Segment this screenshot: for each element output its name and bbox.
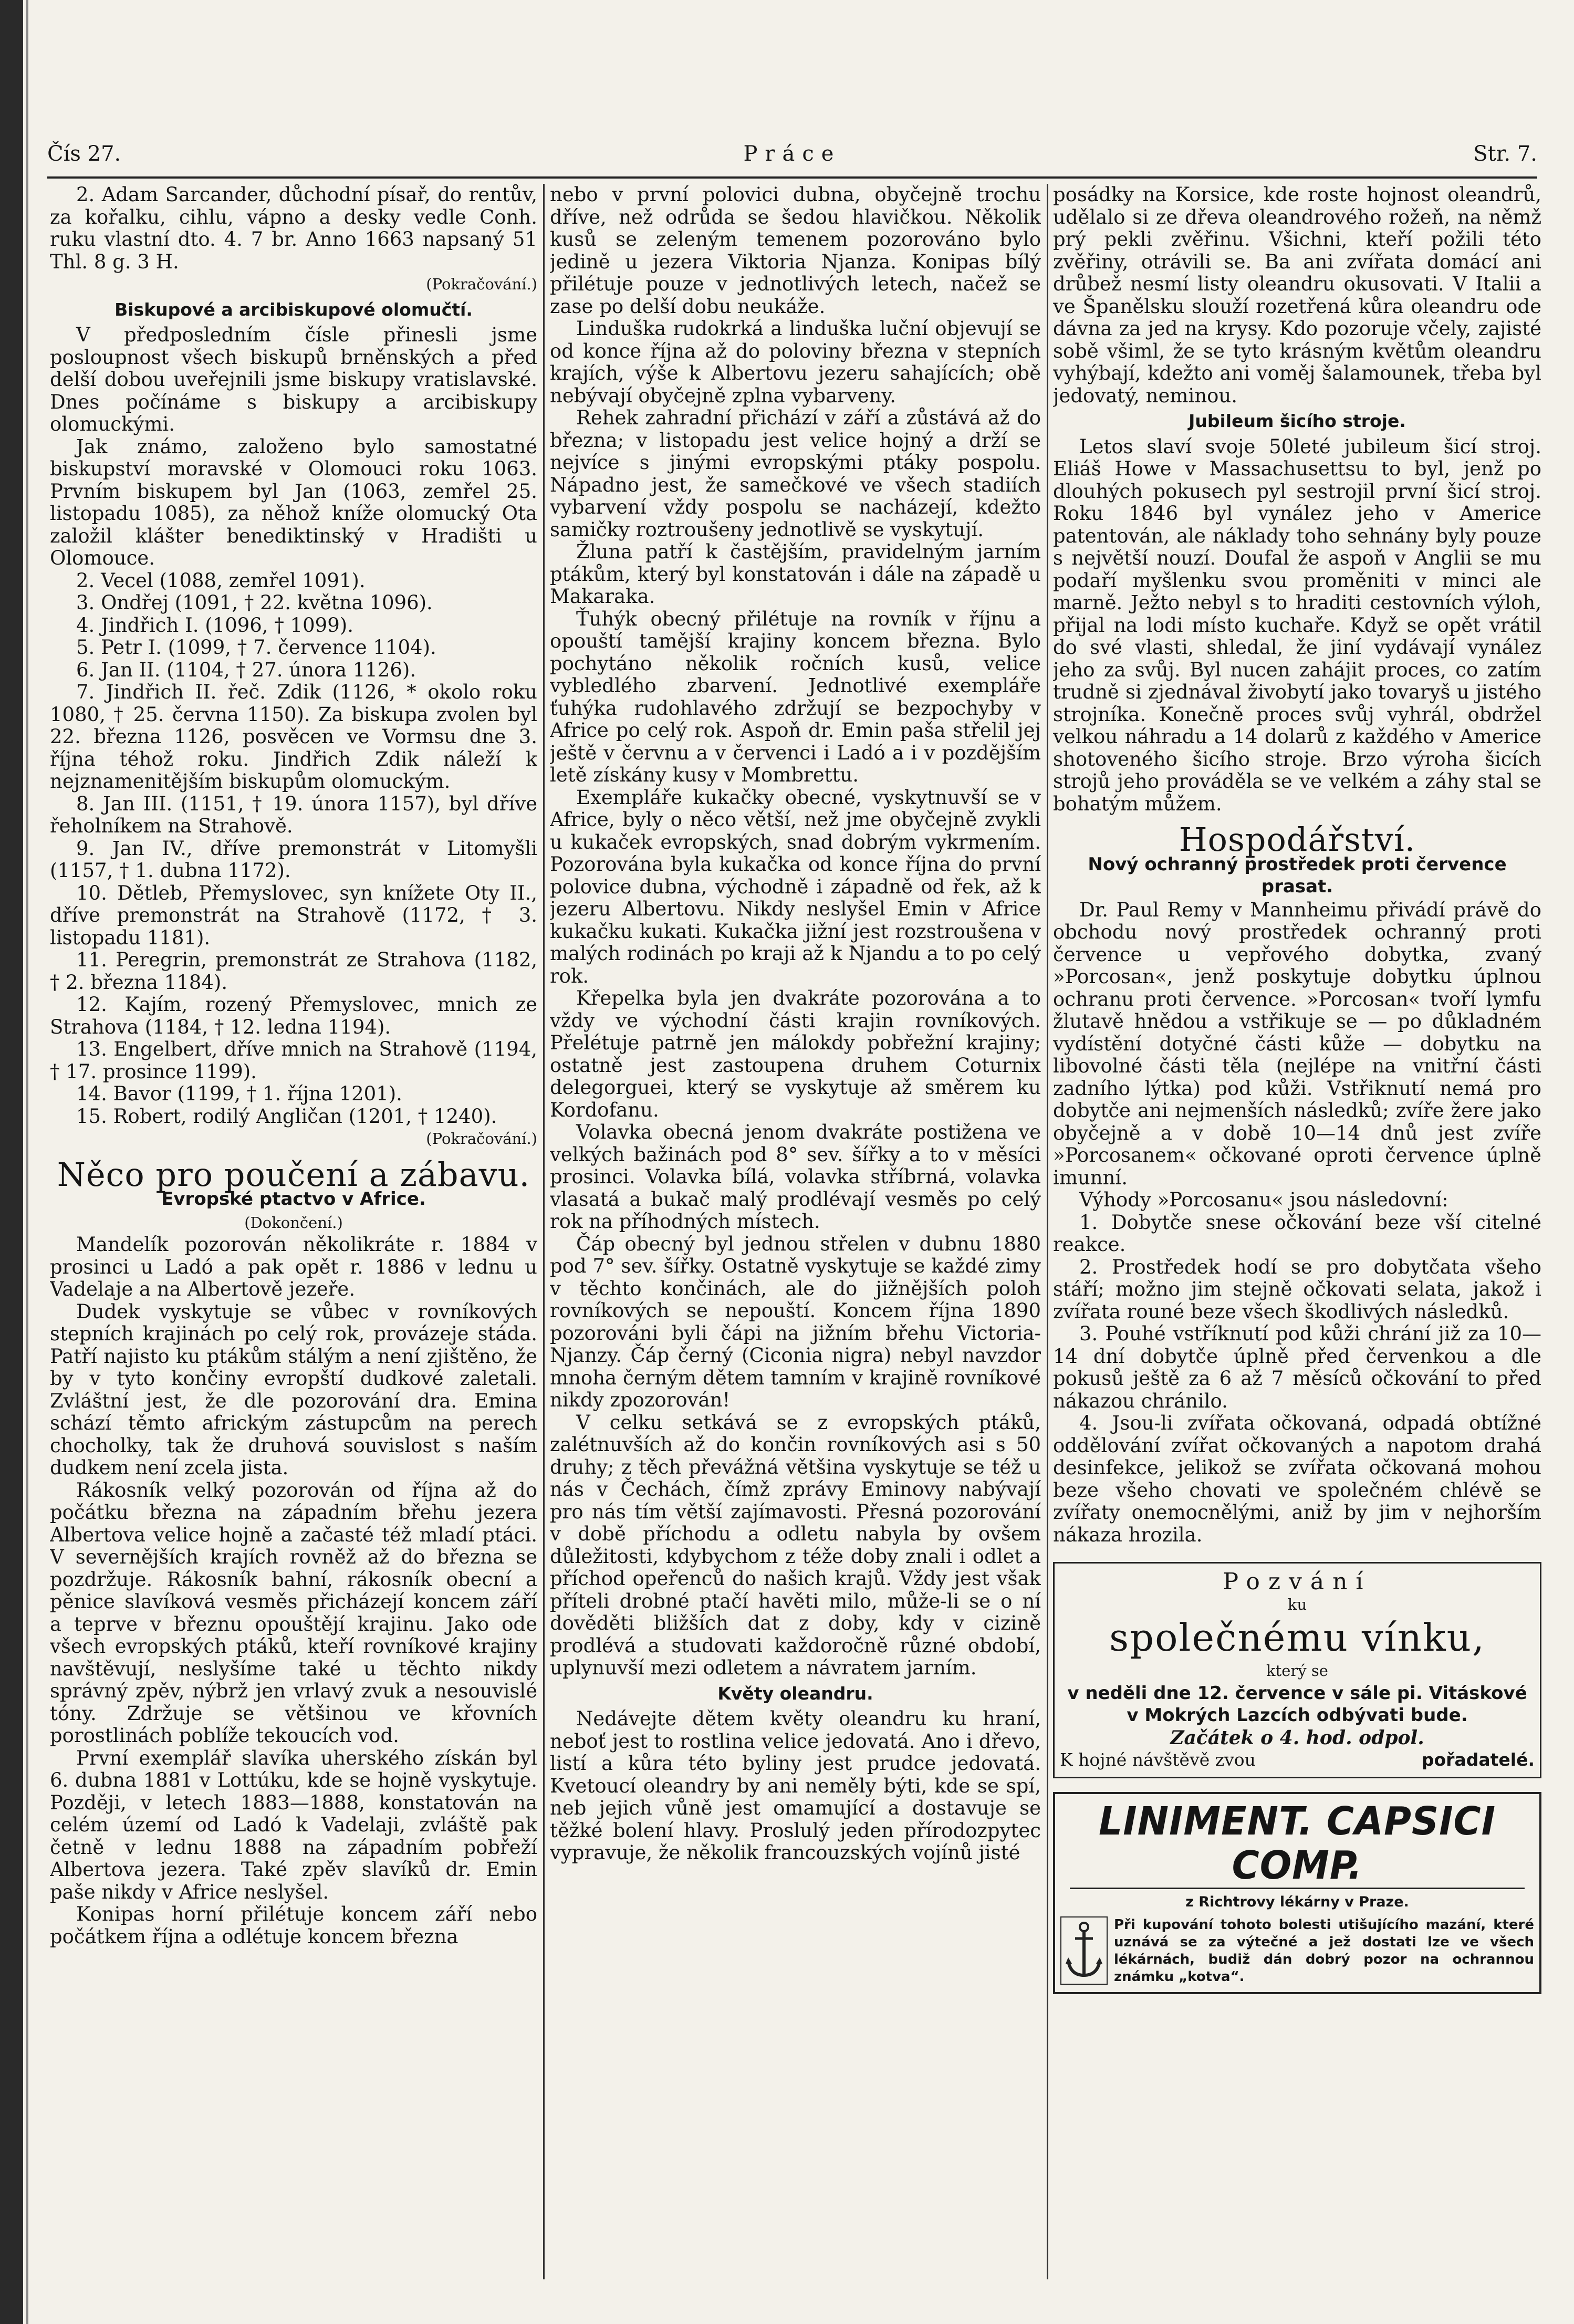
issue-number: Čís 27. xyxy=(47,142,121,166)
bishop-entry: 3. Ondřej (1091, † 22. května 1096). xyxy=(76,591,433,614)
bishop-entry: 13. Engelbert, dříve mnich na Strahově (1194, † 17. prosince 1199). xyxy=(50,1038,537,1083)
column-1 xyxy=(50,184,537,2258)
column-2 xyxy=(550,184,1041,2285)
page-number: Str. 7. xyxy=(1473,142,1537,166)
bishop-entry: 6. Jan II. (1104, † 27. února 1126). xyxy=(76,658,416,681)
birds-paragraph: Ťuhýk obecný přilétuje na rovník v říjnu a opouští tamější krajiny koncem března. Bylo pochytáno několik ročních kusů, velice vybledlého zbarvení. Jednotlivé exempláře ťuhýka rudohlavého zdržují se bezpochyby v Africe po celý rok. Aspoň dr. Emin paša střelil jej ještě v červnu a v červenci i Ladó a i v pozdějším letě získány kusy v Mombrettu. xyxy=(550,607,1041,786)
birds-paragraph: Dudek vyskytuje se vůbec v rovníkových stepních krajinách po celý rok, provázeje stáda. Patří najisto ku ptákům stálým a není zjištěno, že by v tyto končiny evropští dudkové zaletali. Zvláštní jest, že dle pozorování dra. Emina schází těmto africkým zástupcům na perech chocholky, tak že druhová souvislost s naším dudkem není zcela jista. xyxy=(50,1300,537,1479)
invitation-call: K hojné návštěvě zvou xyxy=(1060,1749,1256,1770)
birds-paragraph: Linduška rudokrká a linduška luční objevují se od konce října až do poloviny března v stepních krajích, výše k Albertovu jezeru sahajících; obě nebývají obyčejně zplna vybarveny. xyxy=(550,317,1041,407)
invitation-event: společnému vínku, xyxy=(1109,1616,1485,1660)
oleander-heading: Květy oleandru. xyxy=(717,1683,873,1704)
birds-paragraph: Rehek zahradní přichází v září a zůstává až do března; v listopadu jest velice hojný a drží se nejvíce s jinými evropskými ptáky pospolu. Nápadno jest, že samečkové ve všech stadiích vybarvení vždy pospolu se nacházejí, kdežto samičky roztroušeny jednotlivě se vyskytují. xyxy=(550,407,1041,541)
oleander-paragraph: Nedávejte dětem květy oleandru ku hraní, neboť jest to rostlina velice jedovatá. Ano i dřevo, listí a kůra této byliny jest prudce jedovatá. Kvetoucí oleandry by ani neměly býti, kde se spí, neb jejich vůně jest omamující a dostavuje se těžké bolení hlavy. Proslulý jeden přírodozpytec vypravuje, že několik francouzských vojínů jisté xyxy=(550,1707,1041,1864)
jubilee-heading: Jubileum šicího stroje. xyxy=(1189,411,1406,431)
bishop-entry: 11. Peregrin, premonstrát ze Strahova (1182, † 2. března 1184). xyxy=(50,949,537,994)
sarcander-text: 2. Adam Sarcander, důchodní písař, do rentův, za kořalku, cihlu, vápno a desky vedle Conh. ruku vlastní dto. 4. 7 br. Anno 1663 napsaný 51 Thl. 8 g. 3 H. xyxy=(50,184,537,273)
ad-maker: z Richtrovy lékárny v Praze. xyxy=(1185,1893,1409,1910)
column-3 xyxy=(1053,184,1541,2285)
oleander-paragraph: posádky na Korsice, kde roste hojnost oleandrů, udělalo si ze dřeva oleandrového rožeň, na němž prý pekli zvěřinu. Všichni, kteří požili této zvěřiny, otrávili se. Ba ani zvířata domácí ani drůbež nesmí listy oleandru okusovati. V Italii a ve Španělsku slouží rozetřená kůra oleandru ode dávna za jed na krysy. Kdo pozoruje včely, zajisté sobě všiml, že se tyto krásným květům oleandru vyhýbají, kdežto ani voměj šalamounek, třeba byl jedovatý, neminou. xyxy=(1053,184,1541,407)
bishop-entry: 14. Bavor (1199, † 1. října 1201). xyxy=(76,1082,402,1105)
column-divider-1 xyxy=(543,184,545,2279)
bishops-intro: V předposledním čísle přinesli jsme posloupnost všech biskupů brněnských a před delší dobou uveřejnili jsme biskupy vratislavské. Dnes počínáme s biskupy a arcibiskupy olomuckými. xyxy=(50,324,537,435)
page-edge-line xyxy=(26,0,28,2324)
liniment-advertisement xyxy=(1053,1792,1541,1995)
birds-paragraph: První exemplář slavíka uherského získán byl 6. dubna 1881 v Lottúku, kde se hojně vyskytuje. Později, v letech 1883—1888, konstatován na celém území od Ladó k Vadelaji, zvláště pak četně v lednu 1888 na západním pobřeží Albertova jezera. Také zpěv slavíků dr. Emin paše nikdy v Africe neslyšel. xyxy=(50,1746,537,1903)
birds-paragraph: Konipas horní přilétuje koncem září nebo počátkem října a odlétuje koncem března xyxy=(50,1903,537,1948)
bishop-entry: 7. Jindřich II. řeč. Zdik (1126, * okolo roku 1080, † 25. června 1150). Za biskupa zvolen byl 22. března 1126, posvěcen ve Vormsu dne 3. října téhož roku. Jindřich Zdik náleží k nejznamenitějším biskupům olomuckým. xyxy=(50,681,537,793)
ad-text: Při kupování tohoto bolesti utišujícího mazání, které uznává se za výtečné a jež dostati lze ve všech lékárnách, budiž dán dobrý pozor na ochrannou známku „kotva“. xyxy=(1114,1917,1534,1985)
bishop-entry: 4. Jindřich I. (1096, † 1099). xyxy=(76,613,353,637)
porcosan-paragraph: Výhody »Porcosanu« jsou následovní: xyxy=(1079,1189,1448,1211)
invitation-start: Začátek o 4. hod. odpol. xyxy=(1170,1726,1424,1749)
bishop-entry: 8. Jan III. (1151, † 19. února 1157), byl dříve řeholníkem na Strahově. xyxy=(50,792,537,837)
birds-paragraph: Volavka obecná jenom dvakráte postižena ve velkých bažinách pod 8° sev. šířky a to v měsíci prosinci. Volavka bílá, volavka stříbrná, volavka vlasatá a bukač malý prodlévají vesměs po celý rok na příhodných místech. xyxy=(550,1121,1041,1233)
porcosan-paragraph: 4. Jsou-li zvířata očkovaná, odpadá obtížné oddělování zvířat očkovaných a napotom drahá desinfekce, jelikož se zvířata očkovaná mohou beze všeho chovati ve společném chlévě se zvířaty onemocnělými, aniž by jim v nejhorším nákaza hrozila. xyxy=(1053,1412,1541,1546)
section-heading-education: Něco pro poučení a zábavu. xyxy=(57,1155,530,1194)
invitation-notice xyxy=(1053,1562,1541,1778)
continuation-note: (Pokračování.) xyxy=(426,275,537,293)
porcosan-paragraph: 2. Prostředek hodí se pro dobytčata všeho stáří; možno jim stejně očkovati selata, jakož i zvířata rouné beze všech škodlivých následků. xyxy=(1053,1255,1541,1323)
jubilee-paragraph: Letos slaví svoje 50leté jubileum šicí stroj. Eliáš Howe v Massachusettsu to byl, jenž po dlouhých pokusech pyl sestrojil první šicí stroj. Roku 1846 byl vynález jeho v Americe patentován, ale náklady toho sehnány byly pouze s největší nouzí. Doufal že aspoň v Anglii se mu podaří myšlenku svou proměniti v minci ale marně. Ježto nebyl s to hraditi cestovních výloh, přijal na lodi místo kuchaře. Když se opět vrátil do své vlasti, shledal, že jiní vydávají vynález jeho za svůj. Byl nucen zahájit proces, co zatím trudně si zjednával živobytí jako tovaryš u jistého strojníka. Konečně proces svůj vyhrál, obdržel velkou náhradu a 14 dolarů z každého v Americe shotoveného šicího stroje. Brzo výroha šicích strojů jeho prováděla se ve velkém a záhy stal se bohatým můžem. xyxy=(1053,435,1541,815)
invitation-title: Pozvání xyxy=(1223,1568,1372,1595)
page-edge xyxy=(0,0,23,2324)
bishop-entry: 2. Vecel (1088, zemřel 1091). xyxy=(76,569,366,592)
birds-paragraph: Rákosník velký pozorován od října až do počátku března na západním břehu jezera Albertova velice hojně a začasté též mladí ptáci. V severnějších krajích rovněž až do března se pozdržuje. Rákosník bahní, rákosník obecní a pěnice slavíková vesměs přicházejí koncem září a teprve v březnu opouštějí krajinu. Jako ode všech evropských ptáků, kteří rovníkové krajiny navštěvují, neslyšíme také u těchto nikdy správný zpěv, nýbrž jen vrlavý zvuk a nesouvislé tóny. Zdržuje se většinou ve křovních porostlinách poblíže tekoucích vod. xyxy=(50,1478,537,1747)
continuation-note: (Pokračování.) xyxy=(426,1130,537,1148)
porcosan-paragraph: 3. Pouhé vstříknutí pod kůži chrání již za 10—14 dní dobytče úplně před červenkou a dle pokusů ještě za 6 až 7 měsíců očkování to před nákazou chránilo. xyxy=(1053,1322,1541,1412)
birds-paragraph: Čáp obecný byl jednou střelen v dubnu 1880 pod 7° sev. šířky. Ostatně vyskytuje se každé zimy v těchto končinách, ale do jižnějších poloh rovníkových se nepouští. Koncem října 1890 pozorováni byli čápi na jižním břehu Victoria-Njanzy. Čáp černý (Ciconia nigra) nebyl navzdor mnoha černým dětem tamním v krajině rovníkové nikdy zpozorován! xyxy=(550,1232,1041,1411)
sarcander-entry xyxy=(50,184,537,296)
bishop-entry: 15. Robert, rodilý Angličan (1201, † 1240). xyxy=(76,1104,497,1128)
bishop-entry: 12. Kajím, rozený Přemyslovec, mnich ze Strahova (1184, † 12. ledna 1194). xyxy=(50,993,537,1038)
birds-paragraph: Exempláře kukačky obecné, vyskytnuvší se v Africe, byly o něco větší, než jme obyčejně zvykli u kukaček evropských, snad dobrým vykrmením. Pozorována byla kukačka od konce října do první polovice dubna, východně i západně od řek, až k jezeru Albertovu. Nikdy neslyšel Emin v Africe kukačku kukati. Kukačka jižní jest rozstroušena v malých rodinách po kraji až k Njandu a to po celý rok. xyxy=(550,786,1041,987)
invitation-location: v Mokrých Lazcích odbývati bude. xyxy=(1127,1705,1468,1726)
anchor-icon xyxy=(1060,1916,1108,1985)
article-title-porcosan: Nový ochranný prostředek proti července prasat. xyxy=(1088,853,1507,897)
page-header xyxy=(47,142,1537,173)
section-heading-economy: Hospodářství. xyxy=(1179,820,1416,859)
bishop-entry: 5. Petr I. (1099, † 7. července 1104). xyxy=(76,636,436,659)
header-rule xyxy=(47,176,1537,179)
bishop-entry: 9. Jan IV., dříve premonstrát v Litomyšli (1157, † 1. dubna 1172). xyxy=(50,837,537,882)
article-title-birds: Evropské ptactvo v Africe. xyxy=(161,1189,426,1210)
column-divider-2 xyxy=(1047,184,1048,2279)
ad-brand: LINIMENT. CAPSICI COMP. xyxy=(1070,1799,1525,1889)
porcosan-paragraph: Dr. Paul Remy v Mannheimu přivádí právě do obchodu nový prostředek ochranný proti července u vepřového dobytka, zvaný »Porcosan«, jenž poskytuje dobytku úplnou ochranu proti července. »Porcosan« tvoří lymfu žlutavě hnědou a vstřikuje se — po důkladném vydístění dotyčné části kůže — dobytku na libovolné části těla (nejlépe na vnitřní části zadního lýtka) pod kůži. Vstřiknutí nemá pro dobytče ani nejmenších následků; zvíře žere jako obyčejně a v době 10—14 dnů jest zvíře »Porcosanem« očkované oproti července úplně imunní. xyxy=(1053,898,1541,1189)
invitation-footer xyxy=(1060,1749,1535,1771)
invitation-organizers: pořadatelé. xyxy=(1421,1749,1535,1770)
birds-paragraph: Žluna patří k častějším, pravidelným jarním ptákům, který byl konstatován i dále na západě u Makaraka. xyxy=(550,540,1041,608)
birds-paragraph: nebo v první polovici dubna, obyčejně trochu dříve, než odrůda se šedou hlavičkou. Několik kusů se zeleným temenem pozorováno bylo jedině u jezera Viktoria Njanza. Konipas bílý přilétuje pouze v jednotlivých letech, načež se zase po delší dobu neukáže. xyxy=(550,184,1041,318)
bishops-heading: Biskupové a arcibiskupové olomučtí. xyxy=(114,299,473,320)
article-note: (Dokončení.) xyxy=(244,1213,343,1232)
birds-paragraph: Křepelka byla jen dvakráte pozorována a to vždy ve východní části krajin rovníkových. Přelétuje patrně jen málokdy pobřežní krajiny; ostatně jest zastoupena druhem Coturnix delegorguei, který se vyskytuje až směrem ku Kordofanu. xyxy=(550,987,1041,1121)
newspaper-title: Práce xyxy=(743,142,841,166)
porcosan-paragraph: 1. Dobytče snese očkování beze vší citelné reakce. xyxy=(1053,1211,1541,1256)
invitation-ku: ku xyxy=(1287,1595,1307,1613)
birds-paragraph: V celku setkává se z evropských ptáků, zalétnuvších až do končin rovníkových asi s 50 druhy; z těch převážná většina vyskytuje se též u nás v Čechách, čímž zprávy Eminovy nabývají pro nás tím větší zajímavosti. Přesná pozorování v době příchodu a odletu nabyla by ovšem důležitosti, kdybychom z téže doby znali i odlet a příchod opeřenců do našich krajů. Vždy jest však příteli drobné ptačí havěti milo, může-li se o ní dověděti bližších dat z doby, kdy v cizině prodlévá a studovati každoročně různé období, uplynuvší mezi odletem a návratem jarním. xyxy=(550,1411,1041,1679)
bishop-entry: 10. Dětleb, Přemyslovec, syn knížete Oty II., dříve premonstrát na Strahově (1172, † 3. listopadu 1181). xyxy=(50,881,537,949)
birds-paragraph: Mandelík pozorován několikráte r. 1884 v prosinci u Ladó a pak opět r. 1886 v lednu u Vadelaje a na Albertově jezeře. xyxy=(50,1233,537,1300)
invitation-which: který se xyxy=(1266,1662,1328,1680)
bishops-paragraph: Jak známo, založeno bylo samostatné biskupství moravské v Olomouci roku 1063. Prvním biskupem byl Jan (1063, zemřel 25. listopadu 1085), za něhož kníže olomucký Ota založil klášter benediktinský v Hradišti u Olomouce. xyxy=(50,435,537,569)
invitation-date-place: v neděli dne 12. července v sále pi. Vitáskové xyxy=(1067,1682,1527,1704)
